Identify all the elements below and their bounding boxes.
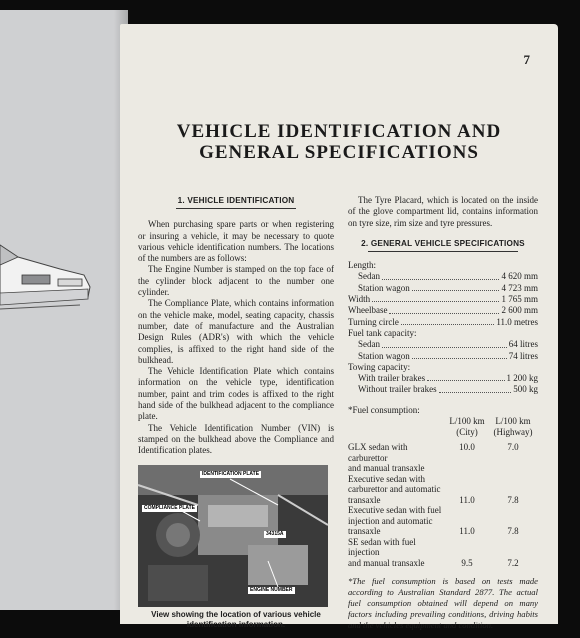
page-number: 7 [523, 52, 530, 67]
spec-wagon-length: Station wagon 4 723 mm [358, 282, 538, 293]
fuel-heading: *Fuel consumption: [348, 404, 420, 415]
plate-code-label: 34315A [266, 530, 284, 537]
page-title [120, 121, 558, 163]
section-1-heading: 1. VEHICLE IDENTIFICATION [138, 195, 334, 209]
towing-label: Towing capacity: [348, 361, 411, 372]
identification-plate-label: IDENTIFICATION PLATE [202, 470, 260, 477]
spec-without-brakes: Without trailer brakes 500 kg [358, 384, 538, 395]
fuel-consumption-note: *The fuel consumption is based on tests made according to Australian Standard 2877. The actual fuel consumption obtained will depend on many factors including prevailing conditions, driving habits and the vehicles equipment and condition. [348, 576, 538, 631]
tyre-placard-paragraph: The Tyre Placard, which is located on the inside of the glove compartment lid, contains information on tyre size, rim size and tyre pressures. [348, 195, 538, 228]
document-page [120, 24, 558, 631]
table-row: GLX sedan with carburettor and manual transaxle 10.0 7.0 [348, 442, 519, 474]
table-row: Executive sedan with carburettor and automatic transaxle 11.0 7.8 [348, 473, 519, 505]
section-2-heading: 2. GENERAL VEHICLE SPECIFICATIONS [348, 238, 538, 252]
paragraph-5: The Vehicle Identification Number (VIN) is stamped on the bulkhead above the Compliance and Identification plates. [138, 422, 334, 456]
right-column [348, 195, 538, 631]
fuel-consumption-table [348, 416, 538, 568]
heading-underline [368, 251, 518, 252]
paragraph-1: When purchasing spare parts or when registering or insuring a vehicle, it may be necessary to quote various vehicle identification numbers. The locations of the numbers are as follows: [138, 219, 334, 264]
col-city-header: L/100 km (City) [449, 416, 485, 437]
table-row: Executive sedan with fuel injection and automatic transaxle 11.0 7.8 [348, 505, 519, 537]
fuel-tank-label: Fuel tank capacity: [348, 327, 417, 338]
engine-number-label: ENGINE NUMBER [250, 586, 293, 593]
title-line-1: VEHICLE IDENTIFICATION AND [176, 121, 502, 142]
compliance-plate-label: COMPLIANCE PLATE [144, 504, 196, 511]
spec-wheelbase: Wheelbase 2 600 mm [348, 305, 538, 316]
length-label: Length: [348, 260, 376, 271]
spec-sedan-tank: Sedan 64 litres [358, 339, 538, 350]
table-row: SE sedan with fuel injection and manual transaxle 9.5 7.2 [348, 536, 519, 568]
paragraph-3: The Compliance Plate, which contains information on the vehicle make, model, seating capacity, chassis number, date of manufacture and the Australian Design Rules (ADR's) with which the vehicle complies, is affixed to the right hand side of the bulkhead. [138, 298, 334, 365]
heading-underline [176, 208, 296, 209]
spec-turning-circle: Turning circle 11.0 metres [348, 316, 538, 327]
engine-bay-image [138, 465, 328, 607]
paragraph-2: The Engine Number is stamped on the top face of the cylinder block adjacent to the number one cylinder. [138, 264, 334, 298]
title-line-2: GENERAL SPECIFICATIONS [199, 142, 479, 163]
fuel-table-header [348, 416, 538, 437]
spec-sedan-length: Sedan 4 620 mm [358, 271, 538, 282]
spec-wagon-tank: Station wagon 74 litres [358, 350, 538, 361]
engine-bay-photo [138, 465, 328, 607]
paragraph-4: The Vehicle Identification Plate which contains information on the vehicle type, identification number, paint and trim codes is affixed to the right hand side of the bulkhead adjacent to the compliance plate. [138, 366, 334, 422]
spec-with-brakes: With trailer brakes 1 200 kg [358, 373, 538, 384]
car-illustration [0, 235, 96, 325]
spec-width: Width 1 765 mm [348, 294, 538, 305]
photo-caption: View showing the location of various vehicle identification information. [151, 609, 321, 629]
col-highway-header: L/100 km (Highway) [493, 416, 533, 437]
left-page [0, 10, 128, 610]
left-column [138, 195, 334, 630]
